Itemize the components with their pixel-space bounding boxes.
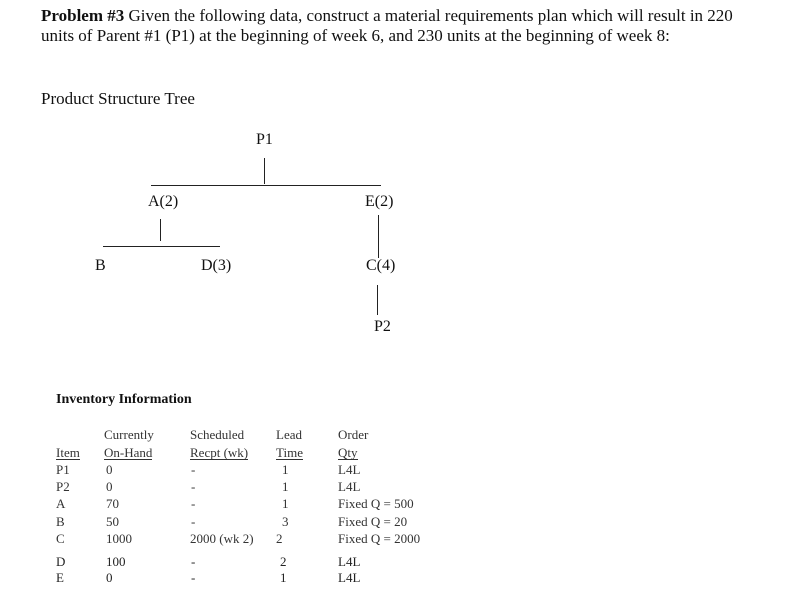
node-a: A(2) — [148, 193, 179, 210]
cell-sched: - — [191, 554, 196, 569]
cell-order: L4L — [338, 462, 361, 477]
cell-lead: 1 — [282, 479, 289, 494]
cell-on-hand: 1000 — [106, 531, 132, 546]
cell-order: L4L — [338, 570, 361, 585]
header-order-line2: Qty — [338, 445, 358, 460]
tree-title: Product Structure Tree — [41, 89, 195, 108]
node-p1: P1 — [256, 131, 273, 148]
node-d: D(3) — [201, 257, 232, 274]
cell-sched: - — [191, 496, 196, 511]
tree-connector — [160, 219, 161, 241]
cell-item: P2 — [56, 479, 70, 494]
cell-item: B — [56, 514, 65, 529]
node-p2: P2 — [374, 318, 391, 335]
problem-statement — [41, 6, 761, 46]
cell-lead: 2 — [276, 531, 283, 546]
cell-on-hand: 50 — [106, 514, 119, 529]
header-order-line1: Order — [338, 427, 369, 442]
cell-order: Fixed Q = 500 — [338, 496, 414, 511]
header-on-hand-line1: Currently — [104, 427, 154, 442]
cell-on-hand: 0 — [106, 570, 113, 585]
tree-connector — [377, 285, 378, 315]
cell-lead: 1 — [282, 462, 289, 477]
node-c: C(4) — [366, 257, 396, 274]
header-on-hand-line2: On-Hand — [104, 445, 153, 460]
node-b: B — [95, 257, 106, 274]
header-sched-line1: Scheduled — [190, 427, 245, 442]
cell-item: P1 — [56, 462, 70, 477]
header-sched-line2: Recpt (wk) — [190, 445, 249, 460]
cell-sched: - — [191, 462, 196, 477]
cell-lead: 1 — [282, 496, 289, 511]
tree-connector — [264, 158, 265, 184]
cell-item: C — [56, 531, 65, 546]
cell-on-hand: 100 — [106, 554, 126, 569]
cell-order: L4L — [338, 554, 361, 569]
cell-item: E — [56, 570, 64, 585]
cell-on-hand: 0 — [106, 462, 113, 477]
cell-on-hand: 70 — [106, 496, 119, 511]
cell-sched: 2000 (wk 2) — [190, 531, 254, 546]
tree-connector — [378, 215, 379, 258]
cell-order: L4L — [338, 479, 361, 494]
node-e: E(2) — [365, 193, 394, 210]
cell-item: D — [56, 554, 66, 569]
cell-sched: - — [191, 570, 196, 585]
problem-label: Problem #3 — [41, 6, 125, 25]
cell-lead: 2 — [280, 554, 287, 569]
header-lead-line2: Time — [276, 445, 303, 460]
cell-order: Fixed Q = 2000 — [338, 531, 421, 546]
cell-sched: - — [191, 514, 196, 529]
cell-lead: 3 — [282, 514, 289, 529]
tree-connector — [103, 246, 220, 247]
cell-lead: 1 — [280, 570, 287, 585]
cell-on-hand: 0 — [106, 479, 113, 494]
header-lead-line1: Lead — [276, 427, 302, 442]
cell-sched: - — [191, 479, 196, 494]
inventory-title: Inventory Information — [56, 392, 192, 407]
tree-connector — [151, 185, 381, 186]
cell-order: Fixed Q = 20 — [338, 514, 408, 529]
header-item: Item — [56, 445, 80, 460]
cell-item: A — [56, 496, 66, 511]
problem-text: Given the following data, construct a material requirements plan which will result in 220 units of Parent #1 (P1) at the beginning of week 6, and 230 units at the beginning of week 8: — [41, 6, 733, 45]
